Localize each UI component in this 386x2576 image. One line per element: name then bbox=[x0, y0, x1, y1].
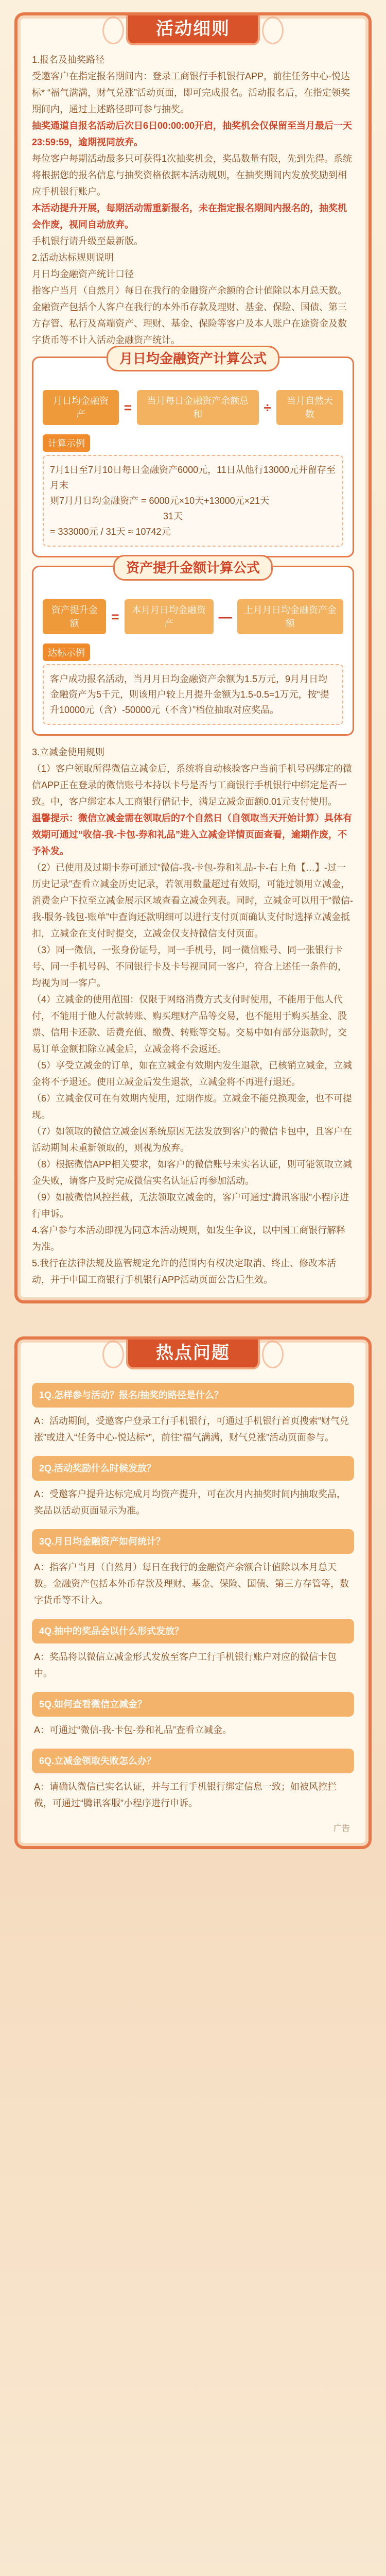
section-title-faq bbox=[126, 1336, 260, 1369]
faq-answer: A：受邀客户提升达标完成月均资产提升，可在次月内抽奖时间内抽取奖品，奖品以活动页面显示为准。 bbox=[34, 1489, 346, 1516]
formula-tag: 当月自然天数 bbox=[276, 390, 343, 425]
rules-paragraph: （7）如领取的微信立减金因系统原因无法发放到客户的微信卡包中，且客户在活动期间未重新领取的，则视为放弃。 bbox=[32, 1126, 353, 1153]
rules-paragraph: 每位客户每期活动最多只可获得1次抽奖机会，奖品数量有限，先到先得。系统将根据您的报名信息与抽奖资格依据本活动规则，在抽奖期间内发放奖励到相应手机银行账户。 bbox=[32, 154, 353, 197]
formula-operator: ÷ bbox=[264, 399, 271, 415]
example-line: 31天 bbox=[163, 511, 183, 521]
example-line: 客户成功报名活动，当月月日均金融资产余额为1.5万元，9月月日均金融资产为5千元，则该用户较上月提升金额为1.5-0.5=1万元，按“提升10000元（含）-50000元（不含）”档位抽取对应奖品。 bbox=[50, 674, 329, 715]
faq-question[interactable]: 4Q.抽中的奖品会以什么形式发放？ bbox=[32, 1619, 354, 1643]
example-label: 计算示例 bbox=[43, 434, 90, 452]
rules-paragraph: （6）立减金仅可在有效期内使用，过期作废。立减金不能兑换现金，也不可提现。 bbox=[32, 1093, 353, 1120]
panel-title: 资产提升金额计算公式 bbox=[113, 555, 273, 581]
rules-paragraph: 4.客户参与本活动即视为同意本活动规则，如发生争议，以中国工商银行解释为准。 bbox=[32, 1225, 346, 1252]
formula-tag: 本月月日均金融资产 bbox=[125, 599, 214, 634]
example-label: 达标示例 bbox=[43, 643, 90, 661]
faq-item bbox=[32, 1529, 354, 1608]
example-line: 则7月月日均金融资产 = 6000元×10天+13000元×21天 bbox=[50, 496, 270, 506]
faq-card bbox=[14, 1336, 372, 1849]
ornament-left-icon bbox=[102, 1341, 124, 1368]
rules-card bbox=[14, 12, 372, 1303]
faq-item bbox=[32, 1619, 354, 1682]
rules-paragraph: （1）客户领取所得微信立减金后，系统将自动核验客户当前手机号码绑定的微信APP正在登录的微信账号本持以卡号是否与工商银行手机银行中绑定是否一致。中，客户绑定本人工商银行借记卡，满足立减金面额0.01元支付使用。 bbox=[32, 764, 353, 807]
rules-subheading: 月日均金融资产统计口径 bbox=[32, 269, 134, 279]
example-line: 7月1日至7月10日每日金融资产6000元，11日从他行13000元并留存至月末 bbox=[50, 465, 336, 490]
faq-title-text: 热点问题 bbox=[156, 1343, 230, 1363]
ad-label: 广告 bbox=[333, 1824, 350, 1833]
section-title-rules bbox=[126, 12, 260, 45]
increase-formula-panel bbox=[32, 560, 354, 736]
rules-emphasis: 温馨提示：微信立减金需在领取后的7个自然日（自领取当天开始计算）具体有效期可通过“收信-我-卡包-券和礼品”进入立减金详情页面查看，逾期作废，不予补发。 bbox=[32, 813, 353, 856]
example-box bbox=[43, 664, 343, 725]
rules-paragraph: 指客户当月（自然月）每日在我行的金融资产余额的合计值除以本月总天数。金融资产包括个人客户在我行的本外币存款及理财、基金、保险、国债、第三方存管、私行及高端资产、理财、基金、保险等客户及本人账户在途资金及数字货币等不计入活动金融资产统计。 bbox=[32, 285, 347, 345]
ornament-right-icon bbox=[262, 16, 284, 44]
faq-question[interactable]: 6Q.立减金领取失败怎么办？ bbox=[32, 1749, 354, 1773]
rules-paragraph: （2）已使用及过期卡券可通过“微信-我-卡包-券和礼品-卡-右上角【…】-过一历史记录”查看立减金历史记录，若领用数量超过有效期，可能过领用立减金，消费金户下拉至立减金展示区域查看立减金列表。同时，立减金可以用于“微信-我-服务-钱包-账单”中查询还款明细可以进行支付页面确认支付时选择立减金抵扣，立减金在支付时提交，立减金仅支持微信支付页面。 bbox=[32, 862, 353, 939]
rules-paragraph: （5）享受立减金的订单，如在立减金有效期内发生退款，已核销立减金，立减金将不予退还。使用立减金后发生退款，立减金将不再进行退还。 bbox=[32, 1060, 353, 1087]
faq-item bbox=[32, 1383, 354, 1446]
faq-question[interactable]: 5Q.如何查看微信立减金？ bbox=[32, 1692, 354, 1717]
formula-operator: = bbox=[124, 399, 132, 415]
panel-title: 月日均金融资产计算公式 bbox=[107, 346, 279, 371]
faq-question[interactable]: 2Q.活动奖励什么时候发放？ bbox=[32, 1456, 354, 1481]
formula-tag: 月日均金融资产 bbox=[43, 390, 119, 425]
rules-emphasis: 抽奖通道自报名活动后次日6日00:00:00开启，抽奖机会仅保留至当月最后一天23:59:59，逾期视同放弃。 bbox=[32, 121, 353, 147]
rules-paragraph: （4）立减金的使用范围：仅限于网络消费方式支付时使用，不能用于他人代付，不能用于他人付款转账、购买理财产品等交易，也不能用于购买基金、股票、信用卡还款、话费充值、缴费、转账等交易。交易中如有部分退款时，交易订单金额扣除立减金后，立减金将不会返还。 bbox=[32, 994, 347, 1054]
faq-answer: A：可通过“微信-我-卡包-券和礼品”查看立减金。 bbox=[34, 1725, 232, 1735]
avg-assets-formula-panel bbox=[32, 351, 354, 557]
rules-paragraph: （8）根据微信APP相关要求，如客户的微信账号未实名认证，则可能领取立减金失败，请客户及时完成微信实名认证后再参加活动。 bbox=[32, 1159, 353, 1186]
rules-title-text: 活动细则 bbox=[156, 19, 230, 39]
faq-item bbox=[32, 1749, 354, 1811]
example-line: = 333000元 / 31天 ≈ 10742元 bbox=[50, 527, 171, 537]
rules-intro bbox=[32, 52, 354, 348]
formula-operator: = bbox=[111, 608, 119, 624]
rules-subtitle-2: 2.活动达标规则说明 bbox=[32, 252, 114, 263]
formula-tag: 当月每日金融资产余额总和 bbox=[137, 390, 258, 425]
rules-voucher bbox=[32, 744, 354, 1288]
formula-tag: 资产提升金额 bbox=[43, 599, 106, 634]
rules-emphasis: 本活动提升开展，每期活动需重新报名，未在指定报名期间内报名的，抽奖机会作废，视同自动放弃。 bbox=[32, 203, 347, 230]
rules-subtitle-1: 1.报名及抽奖路径 bbox=[32, 55, 105, 65]
rules-subtitle-3: 3.立减金使用规则 bbox=[32, 747, 105, 757]
rules-paragraph: （3）同一微信，一张身份证号，同一手机号，同一微信账号、同一张银行卡号、同一手机号码、不同银行卡及卡号视同同一客户，符合上述任一条件的，均视为同一客户。 bbox=[32, 945, 347, 988]
formula-tag: 上月月日均金融资产金额 bbox=[237, 599, 343, 634]
faq-question[interactable]: 3Q.月日均金融资产如何统计？ bbox=[32, 1529, 354, 1554]
ornament-right-icon bbox=[262, 1341, 284, 1368]
ornament-left-icon bbox=[102, 16, 124, 44]
faq-item bbox=[32, 1692, 354, 1738]
faq-answer: A：奖品将以微信立减金形式发放至客户工行手机银行账户对应的微信卡包中。 bbox=[34, 1652, 337, 1679]
faq-item bbox=[32, 1456, 354, 1519]
formula-row bbox=[43, 390, 343, 425]
faq-question[interactable]: 1Q.怎样参与活动？报名/抽奖的路径是什么？ bbox=[32, 1383, 354, 1408]
example-box bbox=[43, 455, 343, 547]
formula-row bbox=[43, 599, 343, 634]
rules-paragraph: 5.我行在法律法规及监管规定允许的范围内有权决定取消、终止、修改本活动，并于中国工商银行手机银行APP活动页面公告后生效。 bbox=[32, 1258, 337, 1285]
rules-paragraph: 受邀客户在指定报名期间内：登录工商银行手机银行APP，前往任务中心-悦达标* “福气满满，财气兑涨”活动页面，即可完成报名。活动报名后，在指定领奖期间内，通过上述路径即可参与抽奖。 bbox=[32, 71, 350, 114]
faq-answer: A：指客户当月（自然月）每日在我行的金融资产余额合计值除以本月总天数。金融资产包括本外币存款及理财、基金、保险、国债、第三方存管等，数字货币等不计入。 bbox=[34, 1562, 349, 1605]
rules-paragraph: （9）如被微信风控拦截，无法领取立减金的，客户可通过“腾讯客服”小程序进行申诉。 bbox=[32, 1192, 349, 1219]
faq-answer: A：活动期间，受邀客户登录工行手机银行，可通过手机银行首页搜索“财气兑涨”或进入“任务中心-悦达标*”，前往“福气满满，财气兑涨”活动页面参与。 bbox=[34, 1416, 349, 1443]
faq-answer: A：请确认微信已实名认证，并与工行手机银行绑定信息一致；如被风控拦截，可通过“腾讯客服”小程序进行申诉。 bbox=[34, 1782, 337, 1808]
rules-paragraph: 手机银行请升级至最新版。 bbox=[32, 236, 143, 246]
formula-operator: — bbox=[218, 608, 232, 624]
